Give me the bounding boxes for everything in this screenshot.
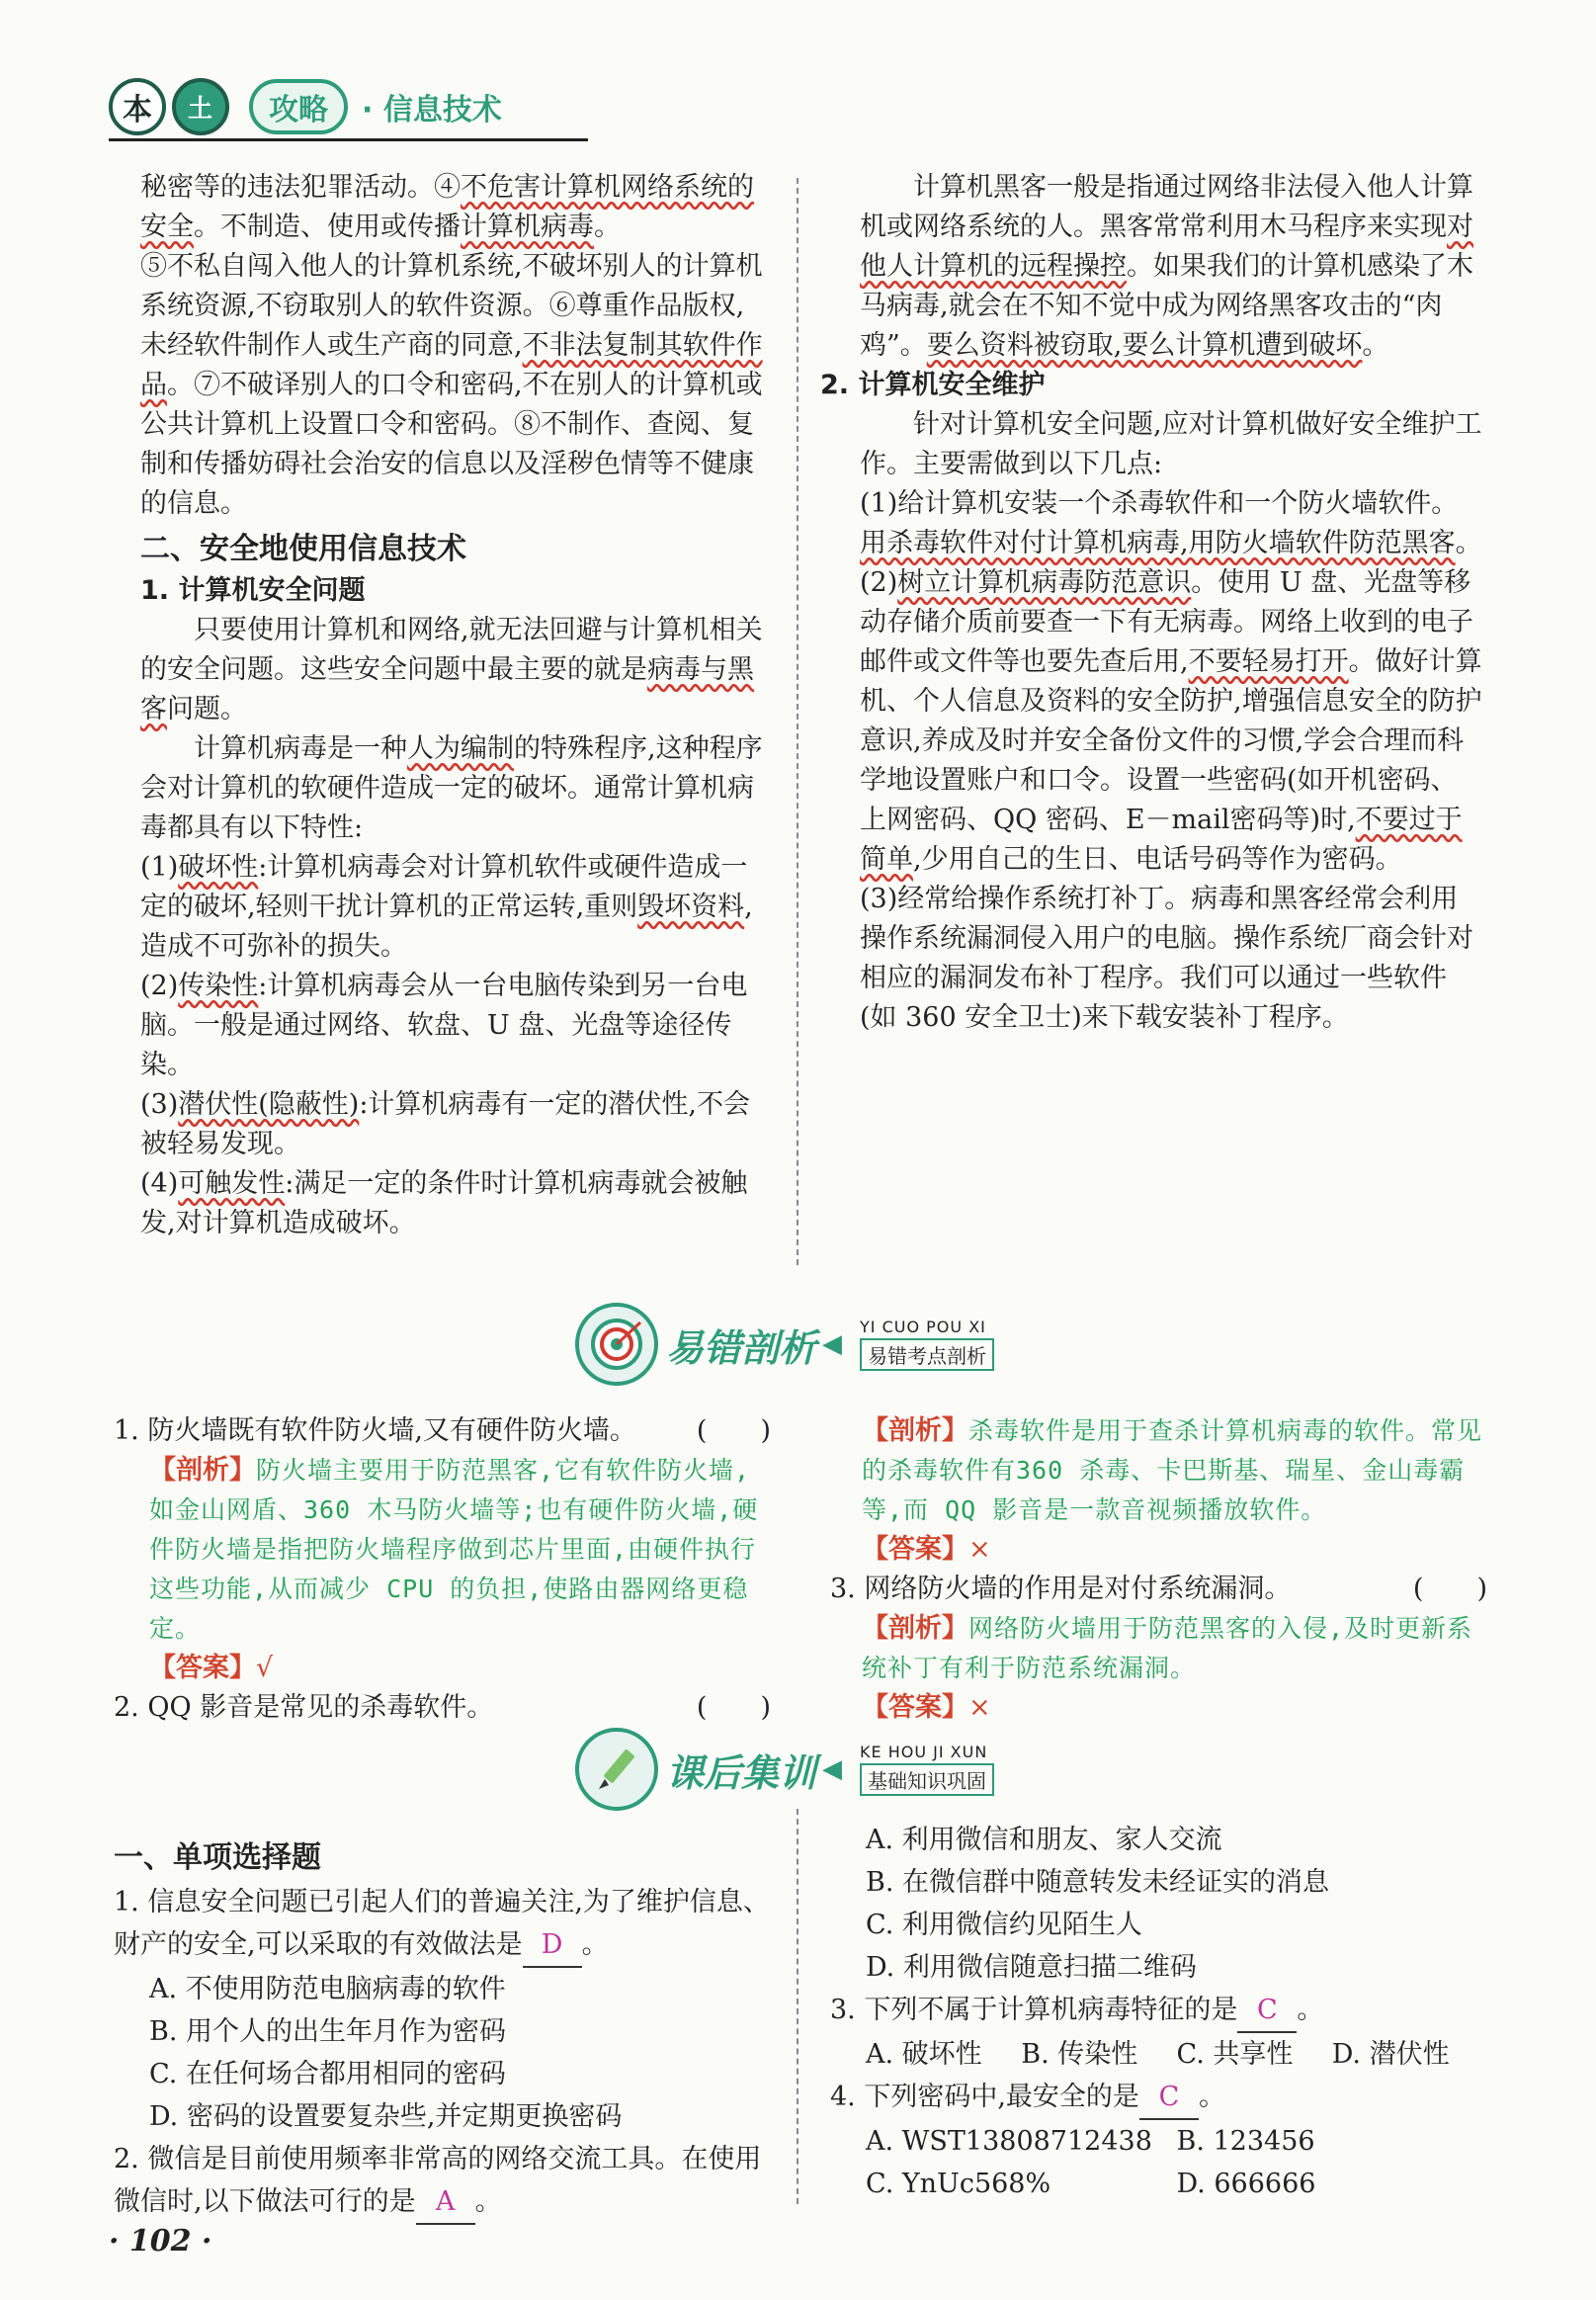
- feature-3: (3)潜伏性(隐蔽性):计算机病毒有一定的潜伏性,不会被轻易发现。: [140, 1089, 751, 1159]
- error-q1-analysis: 【剖析】防火墙主要用于防范黑客,它有软件防火墙,如金山网盾、360 木马防火墙等;也有硬件防火墙,硬件防火墙是指把防火墙程序做到芯片里面,由硬件执行这些功能,从而减少 CPU 的负担,使路由器网络更稳定。: [149, 1455, 759, 1643]
- q3-option: D. 潜伏性: [1331, 2039, 1450, 2070]
- left-para-1: 秘密等的违法犯罪活动。④不危害计算机网络系统的安全。不制造、使用或传播计算机病毒。: [140, 172, 754, 242]
- error-q1: 1. 防火墙既有软件防火墙,又有硬件防火墙。 ( ): [114, 1415, 771, 1446]
- q2-option: C. 利用微信约见陌生人: [866, 1910, 1142, 1940]
- left-para-2: ⑤不私自闯入他人的计算机系统,不破坏别人的计算机系统资源,不窃取别人的软件资源。⑥尊重作品版权,未经软件制作人或生产商的同意,不非法复制其软件作品。⑦不破译别人的口令和密码,不在别人的计算机或公共计算机上设置口令和密码。⑧不制作、查阅、复制和传播妨碍社会治安的信息以及淫秽色情等不健康的信息。: [140, 251, 763, 519]
- error-q3-answer: 【答案】×: [862, 1692, 991, 1723]
- error-q2: 2. QQ 影音是常见的杀毒软件。 ( ): [114, 1692, 771, 1723]
- q3-option: B. 传染性: [1021, 2039, 1138, 2070]
- banner-2-pinyin: KE HOU JI XUN: [860, 1743, 988, 1761]
- column-divider: [797, 178, 798, 1265]
- exercise-q2: 2. 微信是目前使用频率非常高的网络交流工具。在使用微信时,以下做法可行的是 A 。: [114, 2138, 776, 2225]
- page-number: · 102 ·: [109, 2224, 212, 2258]
- answer-blank: C: [1237, 1989, 1297, 2033]
- banner-error-analysis: [575, 1303, 994, 1386]
- q1-option: A. 不使用防范电脑病毒的软件: [149, 1974, 506, 2004]
- left-para-4: 计算机病毒是一种人为编制的特殊程序,这种程序会对计算机的软硬件造成一定的破坏。通常计算机病毒都具有以下特性:: [140, 733, 763, 843]
- q2-option: B. 在微信群中随意转发未经证实的消息: [866, 1867, 1330, 1898]
- header-pill: 攻略: [249, 79, 348, 134]
- q4-option: B. 123456: [1176, 2126, 1315, 2157]
- exercise-q1: 1. 信息安全问题已引起人们的普遍关注,为了维护信息、财产的安全,可以采取的有效做法是 D 。: [114, 1881, 776, 1968]
- target-icon: [575, 1303, 658, 1386]
- right-para-2: 针对计算机安全问题,应对计算机做好安全维护工作。主要需做到以下几点:: [860, 409, 1482, 479]
- header-char-2: 土: [172, 78, 229, 135]
- q3-option: A. 破坏性: [866, 2039, 982, 2070]
- q1-option: B. 用个人的出生年月作为密码: [149, 2016, 507, 2047]
- banner-2-subtitle: 基础知识巩固: [860, 1763, 994, 1796]
- header-subject: · 信息技术: [362, 93, 502, 128]
- q4-option: A. WST13808712438: [866, 2126, 1152, 2157]
- header-rule: [109, 138, 588, 141]
- answer-blank: A: [416, 2180, 475, 2225]
- feature-1: (1)破坏性:计算机病毒会对计算机软件或硬件造成一定的破坏,轻则干扰计算机的正常运转,重则毁坏资料,造成不可弥补的损失。: [140, 852, 753, 962]
- page-header: [109, 77, 502, 136]
- error-q2-analysis: 【剖析】杀毒软件是用于查杀计算机病毒的软件。常见的杀毒软件有360 杀毒、卡巴斯基、瑞星、金山毒霸等,而 QQ 影音是一款音视频播放软件。: [862, 1415, 1483, 1524]
- feature-2: (2)传染性:计算机病毒会从一台电脑传染到另一台电脑。一般是通过网络、软盘、U 盘、光盘等途径传染。: [140, 971, 748, 1080]
- column-divider-lower: [797, 1809, 798, 2204]
- pencil-icon: [575, 1728, 658, 1811]
- q4-options-row-1: [830, 2120, 1487, 2163]
- q3-options: [830, 2033, 1487, 2076]
- measure-3: (3)经常给操作系统打补丁。病毒和黑客经常会利用操作系统漏洞侵入用户的电脑。操作系统厂商会针对相应的漏洞发布补丁程序。我们可以通过一些软件(如 360 安全卫士)来下载安装补丁程序。: [860, 884, 1473, 1033]
- banner-after-class: [575, 1728, 994, 1811]
- error-q3: 3. 网络防火墙的作用是对付系统漏洞。 ( ): [830, 1574, 1487, 1604]
- error-q2-answer: 【答案】×: [862, 1534, 991, 1565]
- answer-blank: D: [523, 1923, 582, 1968]
- q2-option: D. 利用微信随意扫描二维码: [866, 1952, 1197, 1983]
- sub-title-1: 1. 计算机安全问题: [140, 575, 366, 606]
- left-para-3: 只要使用计算机和网络,就无法回避与计算机相关的安全问题。这些安全问题中最主要的就是病毒与黑客问题。: [140, 615, 763, 724]
- exercise-section-title: 一、单项选择题: [114, 1840, 321, 1875]
- measure-1: (1)给计算机安装一个杀毒软件和一个防火墙软件。用杀毒软件对付计算机病毒,用防火墙软件防范黑客。: [860, 488, 1482, 558]
- banner-1-subtitle: 易错考点剖析: [860, 1338, 994, 1371]
- error-qa-left: [114, 1411, 771, 1728]
- header-char-1: 本: [109, 78, 166, 135]
- q4-options-row-2: [830, 2163, 1487, 2205]
- answer-blank: C: [1139, 2076, 1199, 2120]
- banner-1-pinyin: YI CUO POU XI: [860, 1318, 986, 1336]
- exercise-q4: 4. 下列密码中,最安全的是 C 。: [830, 2076, 1487, 2120]
- exercises-right: [830, 1819, 1487, 2205]
- error-q1-answer: 【答案】√: [149, 1653, 274, 1683]
- exercise-q3: 3. 下列不属于计算机病毒特征的是 C 。: [830, 1989, 1487, 2033]
- exercises-left: [114, 1831, 776, 2225]
- left-column: [140, 168, 768, 1243]
- right-column: [820, 168, 1482, 1038]
- section-title-2: 二、安全地使用信息技术: [140, 532, 466, 566]
- q1-option: C. 在任何场合都用相同的密码: [149, 2059, 506, 2089]
- error-qa-right: [830, 1411, 1487, 1728]
- q2-option: A. 利用微信和朋友、家人交流: [866, 1825, 1222, 1855]
- q3-option: C. 共享性: [1176, 2039, 1294, 2070]
- q4-option: D. 666666: [1176, 2169, 1316, 2199]
- error-q3-analysis: 【剖析】网络防火墙用于防范黑客的入侵,及时更新系统补丁有利于防范系统漏洞。: [862, 1613, 1473, 1682]
- banner-2-title: 课后集训: [666, 1750, 817, 1795]
- q1-option: D. 密码的设置要复杂些,并定期更换密码: [149, 2101, 623, 2132]
- banner-1-title: 易错剖析: [666, 1325, 817, 1370]
- arrow-left-icon: ◀: [822, 1754, 843, 1784]
- arrow-left-icon: ◀: [822, 1329, 843, 1359]
- right-para-1: 计算机黑客一般是指通过网络非法侵入他人计算机或网络系统的人。黑客常常利用木马程序来实现对他人计算机的远程操控。如果我们的计算机感染了木马病毒,就会在不知不觉中成为网络黑客攻击的“肉鸡”。要么资料被窃取,要么计算机遭到破坏。: [860, 172, 1473, 361]
- measure-2: (2)树立计算机病毒防范意识。使用 U 盘、光盘等移动存储介质前要查一下有无病毒。网络上收到的电子邮件或文件等也要先查后用,不要轻易打开。做好计算机、个人信息及资料的安全防护,增强信息安全的防护意识,养成及时并安全备份文件的习惯,学会合理而科学地设置账户和口令。设置一些密码(如开机密码、上网密码、QQ 密码、E－mail密码等)时,不要过于简单,少用自己的生日、电话号码等作为密码。: [860, 567, 1482, 875]
- sub-title-2: 2. 计算机安全维护: [820, 370, 1046, 400]
- q4-option: C. YnUc568%: [866, 2169, 1051, 2199]
- feature-4: (4)可触发性:满足一定的条件时计算机病毒就会被触发,对计算机造成破坏。: [140, 1168, 748, 1238]
